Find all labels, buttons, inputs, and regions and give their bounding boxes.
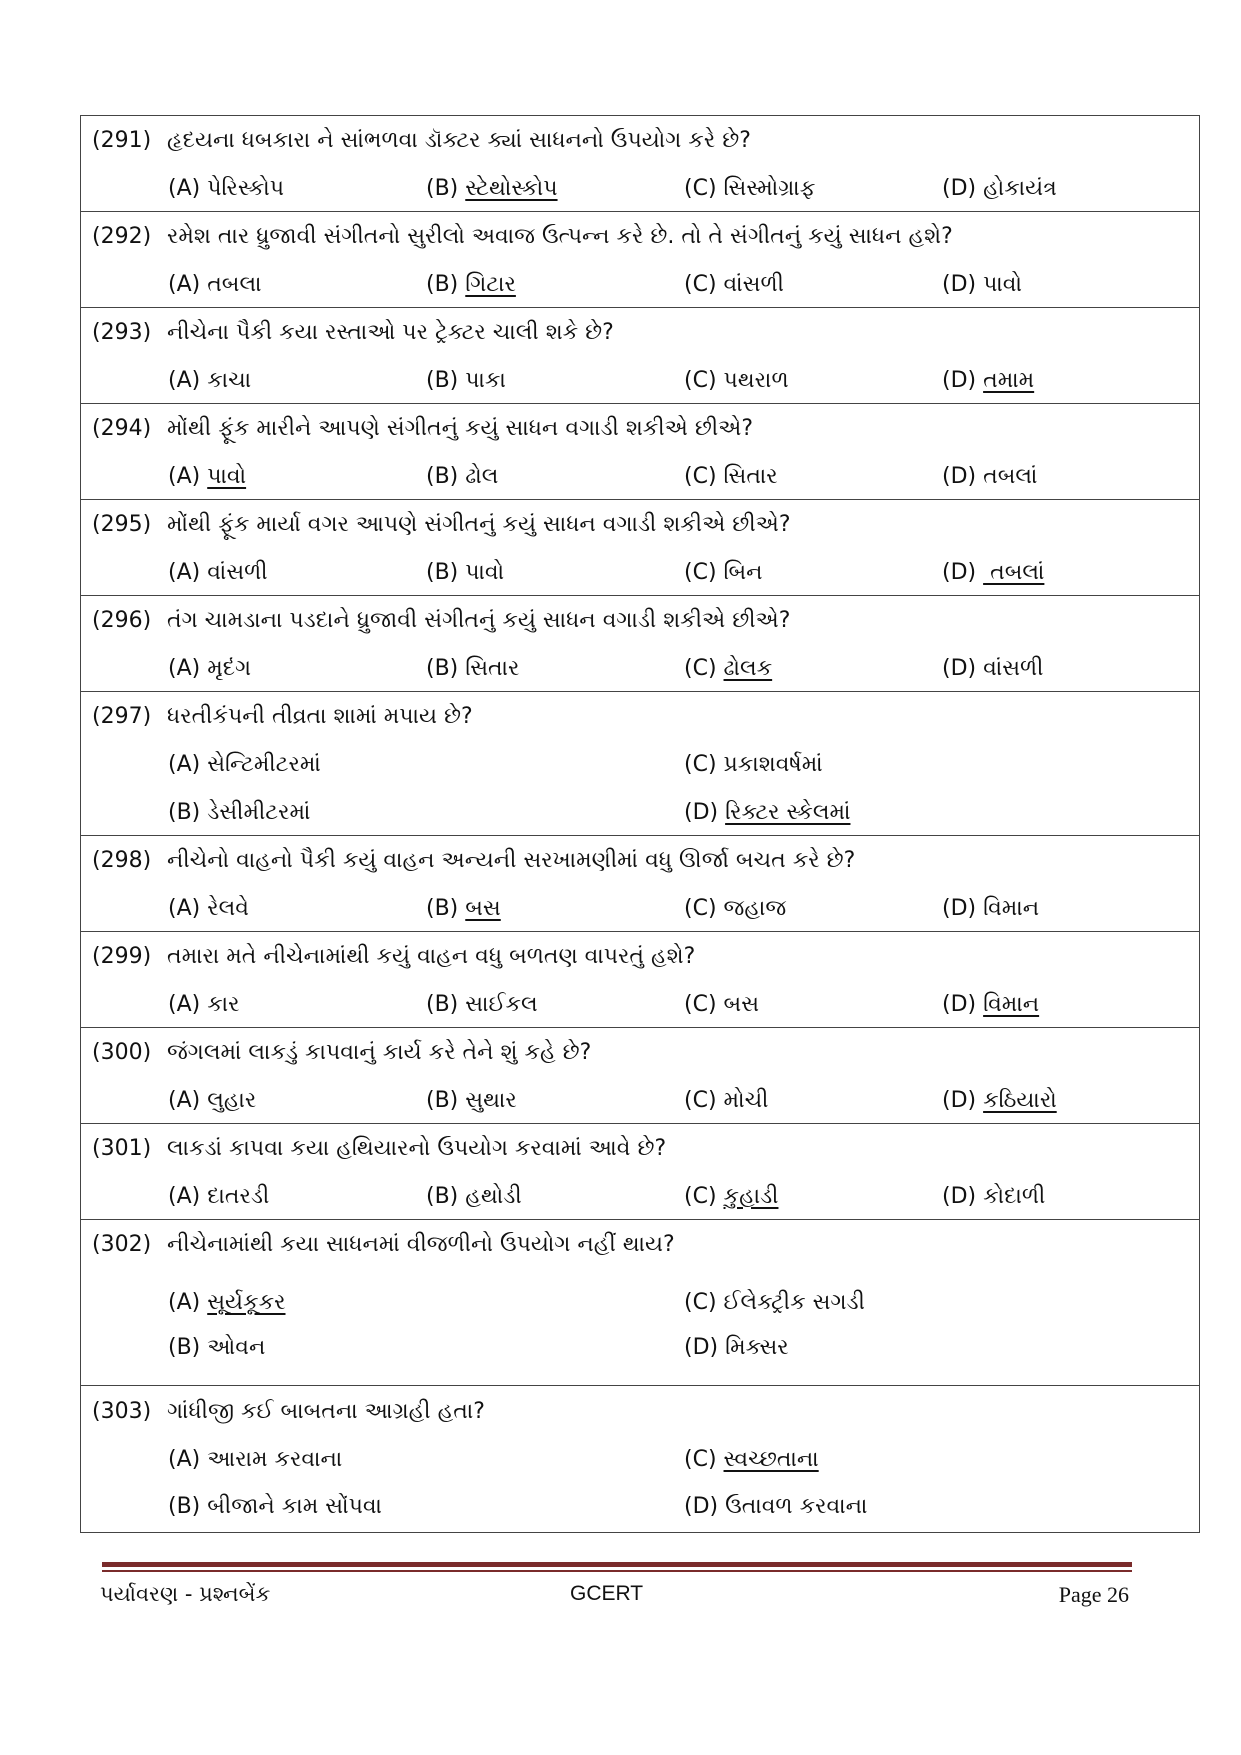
correct-answer: ઢોલક (723, 655, 773, 681)
option-b: (B) હથોડી (426, 1183, 522, 1209)
question-301 (81, 1124, 1199, 1220)
question-number: (300) (92, 1039, 152, 1065)
correct-answer: સ્વચ્છતાના (723, 1447, 819, 1472)
question-296 (81, 596, 1199, 692)
option-c: (C) મોચી (684, 1087, 769, 1113)
question-text: નીચેનામાંથી કયા સાધનમાં વીજળીનો ઉપયોગ નહીં થાય? (167, 1231, 675, 1257)
option-d: (D) વિમાન (942, 991, 1040, 1017)
question-292 (81, 212, 1199, 308)
option-a: (A) સૂર્યકૂકર (168, 1290, 286, 1315)
option-b: (B) સુથાર (426, 1087, 517, 1113)
question-302 (81, 1220, 1199, 1386)
page-number: Page 26 (1058, 1582, 1129, 1607)
option-c: (C) સિતાર (684, 463, 778, 489)
correct-answer: સ્ટેથોસ્કોપ (465, 175, 558, 201)
question-text: મોંથી ફૂંક મારીને આપણે સંગીતનું કયું સાધન વગાડી શકીએ છીએ? (167, 415, 754, 441)
option-d: (D) કોદાળી (942, 1183, 1046, 1209)
option-a: (A) કાર (168, 991, 240, 1017)
option-d: (D) વાંસળી (942, 655, 1044, 681)
option-d: (D) વિમાન (942, 895, 1040, 921)
question-text: નીચેનો વાહનો પૈકી કયું વાહન અન્યની સરખામણીમાં વધુ ઊર્જા બચત કરે છે? (167, 847, 856, 873)
correct-answer: કઠિયારો (983, 1087, 1057, 1113)
correct-answer: તબલાં (983, 559, 1045, 585)
question-294 (81, 404, 1199, 500)
correct-answer: તમામ (983, 367, 1035, 393)
option-c: (C) જહાજ (684, 895, 787, 921)
question-number: (294) (92, 415, 152, 441)
option-a: (A) રેલવે (168, 895, 249, 921)
option-d: (D) તમામ (942, 367, 1035, 393)
question-number: (297) (92, 703, 152, 729)
option-d: (D) કઠિયારો (942, 1087, 1057, 1113)
question-300 (81, 1028, 1199, 1124)
question-number: (302) (92, 1231, 152, 1257)
option-a: (A) વાંસળી (168, 559, 268, 585)
option-c: (C) કુહાડી (684, 1183, 779, 1209)
question-293 (81, 308, 1199, 404)
correct-answer: વિમાન (983, 991, 1040, 1017)
question-number: (293) (92, 319, 152, 345)
question-text: તમારા મતે નીચેનામાંથી કયું વાહન વધુ બળતણ વાપરતું હશે? (167, 943, 696, 969)
question-303 (81, 1386, 1199, 1533)
question-number: (291) (92, 127, 152, 153)
option-b: (B) ગિટાર (426, 271, 516, 297)
option-d: (D) પાવો (942, 271, 1022, 297)
question-number: (303) (92, 1398, 152, 1424)
question-text: લાકડાં કાપવા કયા હથિયારનો ઉપયોગ કરવામાં આવે છે? (167, 1135, 667, 1161)
option-d: (D) તબલાં (942, 559, 1045, 585)
correct-answer: ગિટાર (465, 271, 516, 297)
option-a: (A) આરામ કરવાના (168, 1447, 343, 1472)
option-c: (C) પ્રકાશવર્ષમાં (684, 751, 823, 777)
footer-divider (102, 1562, 1132, 1567)
question-text: મોંથી ફૂંક માર્યા વગર આપણે સંગીતનું કયું સાધન વગાડી શકીએ છીએ? (167, 511, 791, 537)
question-text: જંગલમાં લાકડું કાપવાનું કાર્ય કરે તેને શું કહે છે? (167, 1039, 592, 1065)
correct-answer: સૂર્યકૂકર (207, 1290, 286, 1315)
option-d: (D) તબલાં (942, 463, 1038, 489)
option-b: (B) સ્ટેથોસ્કોપ (426, 175, 558, 201)
option-a: (A) પાવો (168, 463, 247, 489)
option-b: (B) ડેસીમીટરમાં (168, 799, 311, 825)
option-c: (C) પથરાળ (684, 367, 789, 393)
option-c: (C) ઈલેક્ટ્રીક સગડી (684, 1290, 865, 1315)
option-c: (C) બસ (684, 991, 760, 1017)
option-d: (D) રિક્ટર સ્કેલમાં (684, 799, 851, 825)
question-number: (298) (92, 847, 152, 873)
option-a: (A) દાતરડી (168, 1183, 270, 1209)
option-b: (B) ઢોલ (426, 463, 499, 489)
option-a: (A) લુહાર (168, 1087, 257, 1113)
question-number: (295) (92, 511, 152, 537)
question-number: (296) (92, 607, 152, 633)
correct-answer: પાવો (207, 463, 247, 489)
option-a: (A) મૃદંગ (168, 655, 252, 681)
question-text: ગાંધીજી કઈ બાબતના આગ્રહી હતા? (167, 1398, 485, 1424)
option-c: (C) વાંસળી (684, 271, 784, 297)
correct-answer: બસ (465, 895, 501, 921)
question-number: (301) (92, 1135, 152, 1161)
option-b: (B) બસ (426, 895, 501, 921)
option-d: (D) હોકાયંત્ર (942, 175, 1057, 201)
option-b: (B) પાકા (426, 367, 506, 393)
question-295 (81, 500, 1199, 596)
option-b: (B) બીજાને કામ સોંપવા (168, 1494, 382, 1519)
option-a: (A) પેરિસ્કોપ (168, 175, 285, 201)
footer-publisher: GCERT (570, 1582, 644, 1605)
question-291 (81, 116, 1199, 212)
option-a: (A) સેન્ટિમીટરમાં (168, 751, 321, 777)
footer-subject: પર્યાવરણ - પ્રશ્નબેંક (100, 1582, 271, 1606)
correct-answer: કુહાડી (723, 1183, 779, 1209)
correct-answer: રિક્ટર સ્કેલમાં (725, 799, 851, 825)
question-297 (81, 692, 1199, 836)
option-c: (C) સ્વચ્છતાના (684, 1447, 819, 1472)
question-299 (81, 932, 1199, 1028)
question-text: તંગ ચામડાના પડદાને ધ્રુજાવી સંગીતનું કયું સાધન વગાડી શકીએ છીએ? (167, 607, 791, 633)
question-298 (81, 836, 1199, 932)
option-b: (B) ઓવન (168, 1335, 266, 1360)
question-table (80, 115, 1200, 1533)
option-c: (C) ઢોલક (684, 655, 773, 681)
option-d: (D) મિક્સર (684, 1335, 789, 1360)
question-text: નીચેના પૈકી કયા રસ્તાઓ પર ટ્રેક્ટર ચાલી શકે છે? (167, 319, 614, 345)
option-a: (A) કાચા (168, 367, 252, 393)
option-b: (B) સાઈકલ (426, 991, 538, 1017)
option-b: (B) સિતાર (426, 655, 520, 681)
option-b: (B) પાવો (426, 559, 505, 585)
question-text: હૃદયના ધબકારા ને સાંભળવા ડૉક્ટર ક્યાં સાધનનો ઉપયોગ કરે છે? (167, 127, 751, 153)
question-number: (299) (92, 943, 152, 969)
question-text: ધરતીકંપની તીવ્રતા શામાં મપાય છે? (167, 703, 473, 729)
question-text: રમેશ તાર ધ્રુજાવી સંગીતનો સુરીલો અવાજ ઉત્પન્ન કરે છે. તો તે સંગીતનું કયું સાધન હશે? (167, 223, 953, 249)
option-d: (D) ઉતાવળ કરવાના (684, 1494, 868, 1519)
option-a: (A) તબલા (168, 271, 262, 297)
question-number: (292) (92, 223, 152, 249)
option-c: (C) સિસ્મોગ્રાફ (684, 175, 816, 201)
footer-divider-thin (102, 1570, 1132, 1572)
option-c: (C) બિન (684, 559, 763, 585)
